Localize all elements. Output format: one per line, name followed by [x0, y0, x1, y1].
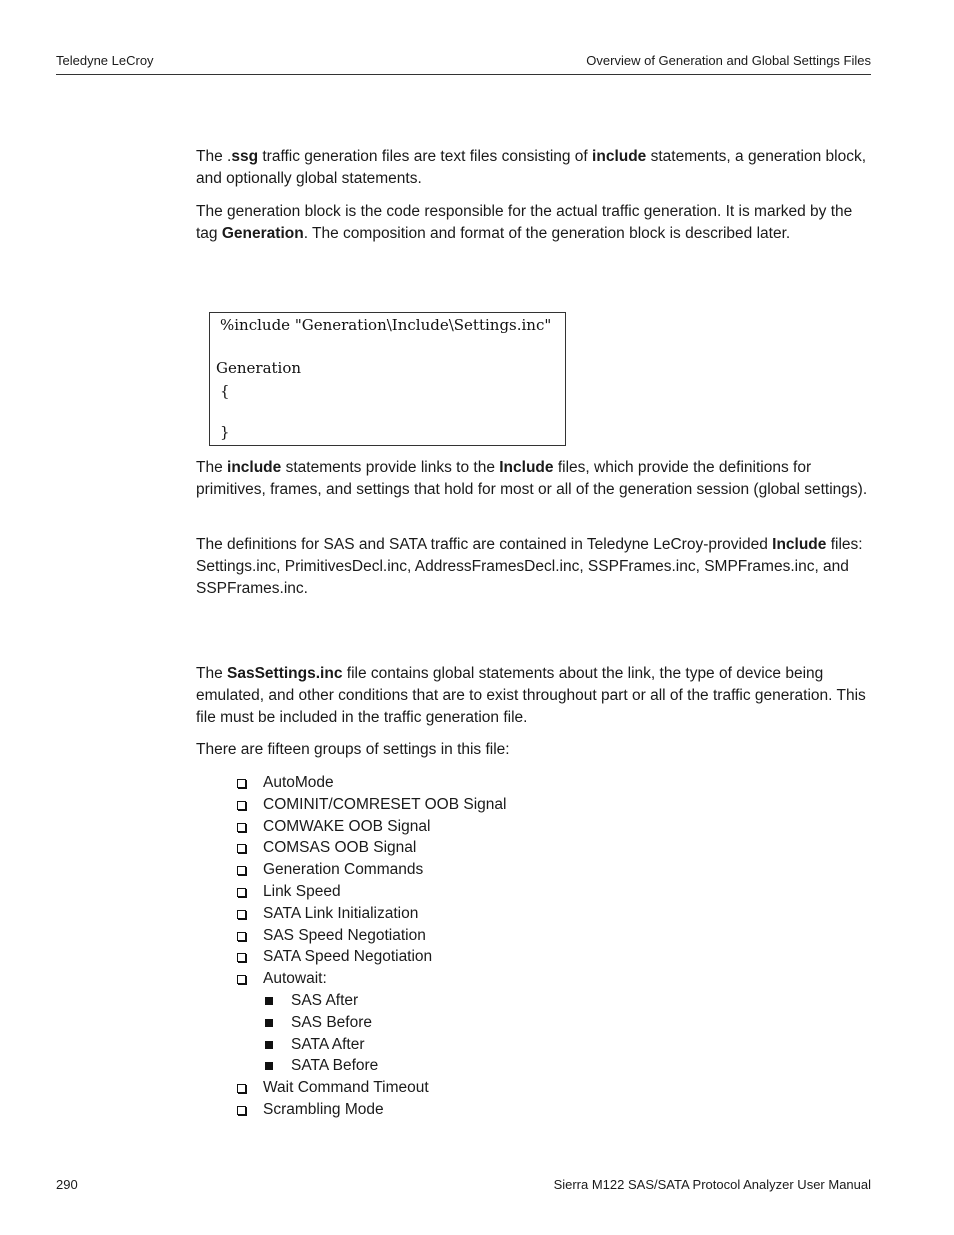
manual-title: Sierra M122 SAS/SATA Protocol Analyzer User Manual	[553, 1177, 871, 1192]
header-company: Teledyne LeCroy	[56, 53, 154, 68]
checkbox-bullet-icon	[237, 823, 246, 832]
list-item: Autowait:	[196, 968, 836, 990]
checkbox-bullet-icon	[237, 888, 246, 897]
checkbox-bullet-icon	[237, 779, 246, 788]
checkbox-bullet-icon	[237, 910, 246, 919]
settings-group-list	[196, 772, 836, 1121]
header-section-title: Overview of Generation and Global Settings Files	[586, 53, 871, 68]
paragraph-generation-block: The generation block is the code responsible for the actual traffic generation. It is marked by the tag Generation. The composition and format of the generation block is described later.	[196, 203, 853, 242]
square-bullet-icon	[265, 1019, 273, 1027]
list-item: Generation Commands	[196, 859, 836, 881]
page-header	[56, 53, 871, 75]
code-line-open-brace: {	[220, 382, 230, 400]
list-item: Scrambling Mode	[196, 1099, 836, 1121]
paragraph-sassettings: The SasSettings.inc file contains global statements about the link, the type of device being emulated, and other conditions that are to exist throughout part or all of the traffic generation. This file must be included in the traffic generation file.	[196, 665, 866, 726]
checkbox-bullet-icon	[237, 844, 246, 853]
square-bullet-icon	[265, 1041, 273, 1049]
paragraph-groups-intro: There are fifteen groups of settings in this file:	[196, 741, 510, 758]
sub-list-item: SATA After	[196, 1034, 836, 1056]
list-item: Wait Command Timeout	[196, 1077, 836, 1099]
code-line-generation: Generation	[216, 359, 302, 377]
sub-list-item: SAS After	[196, 990, 836, 1012]
list-item: COMWAKE OOB Signal	[196, 816, 836, 838]
paragraph-ssg-files: The .ssg traffic generation files are text files consisting of include statements, a generation block, and optionally global statements.	[196, 148, 867, 187]
list-item: AutoMode	[196, 772, 836, 794]
list-item: SAS Speed Negotiation	[196, 925, 836, 947]
list-item: Link Speed	[196, 881, 836, 903]
square-bullet-icon	[265, 997, 273, 1005]
sub-list-item: SAS Before	[196, 1012, 836, 1034]
code-example-box	[209, 312, 566, 446]
checkbox-bullet-icon	[237, 866, 246, 875]
paragraph-definitions: The definitions for SAS and SATA traffic are contained in Teledyne LeCroy-provided Include files: Settings.inc, PrimitivesDecl.inc, AddressFramesDecl.inc, SSPFrames.inc, SMPFrames.inc, and SSPFrames.inc.	[196, 536, 863, 597]
code-line-close-brace: }	[220, 423, 230, 441]
checkbox-bullet-icon	[237, 1106, 246, 1115]
list-item: COMINIT/COMRESET OOB Signal	[196, 794, 836, 816]
list-item: SATA Speed Negotiation	[196, 946, 836, 968]
checkbox-bullet-icon	[237, 975, 246, 984]
page-number: 290	[56, 1177, 78, 1192]
checkbox-bullet-icon	[237, 1084, 246, 1093]
sub-list-item: SATA Before	[196, 1055, 836, 1077]
checkbox-bullet-icon	[237, 953, 246, 962]
checkbox-bullet-icon	[237, 932, 246, 941]
checkbox-bullet-icon	[237, 801, 246, 810]
list-item: SATA Link Initialization	[196, 903, 836, 925]
code-line-include: %include "Generation\Include\Settings.inc"	[220, 316, 552, 334]
square-bullet-icon	[265, 1062, 273, 1070]
paragraph-include-statements: The include statements provide links to the Include files, which provide the definitions for primitives, frames, and settings that hold for most or all of the generation session (global settings).	[196, 459, 868, 498]
list-item: COMSAS OOB Signal	[196, 837, 836, 859]
